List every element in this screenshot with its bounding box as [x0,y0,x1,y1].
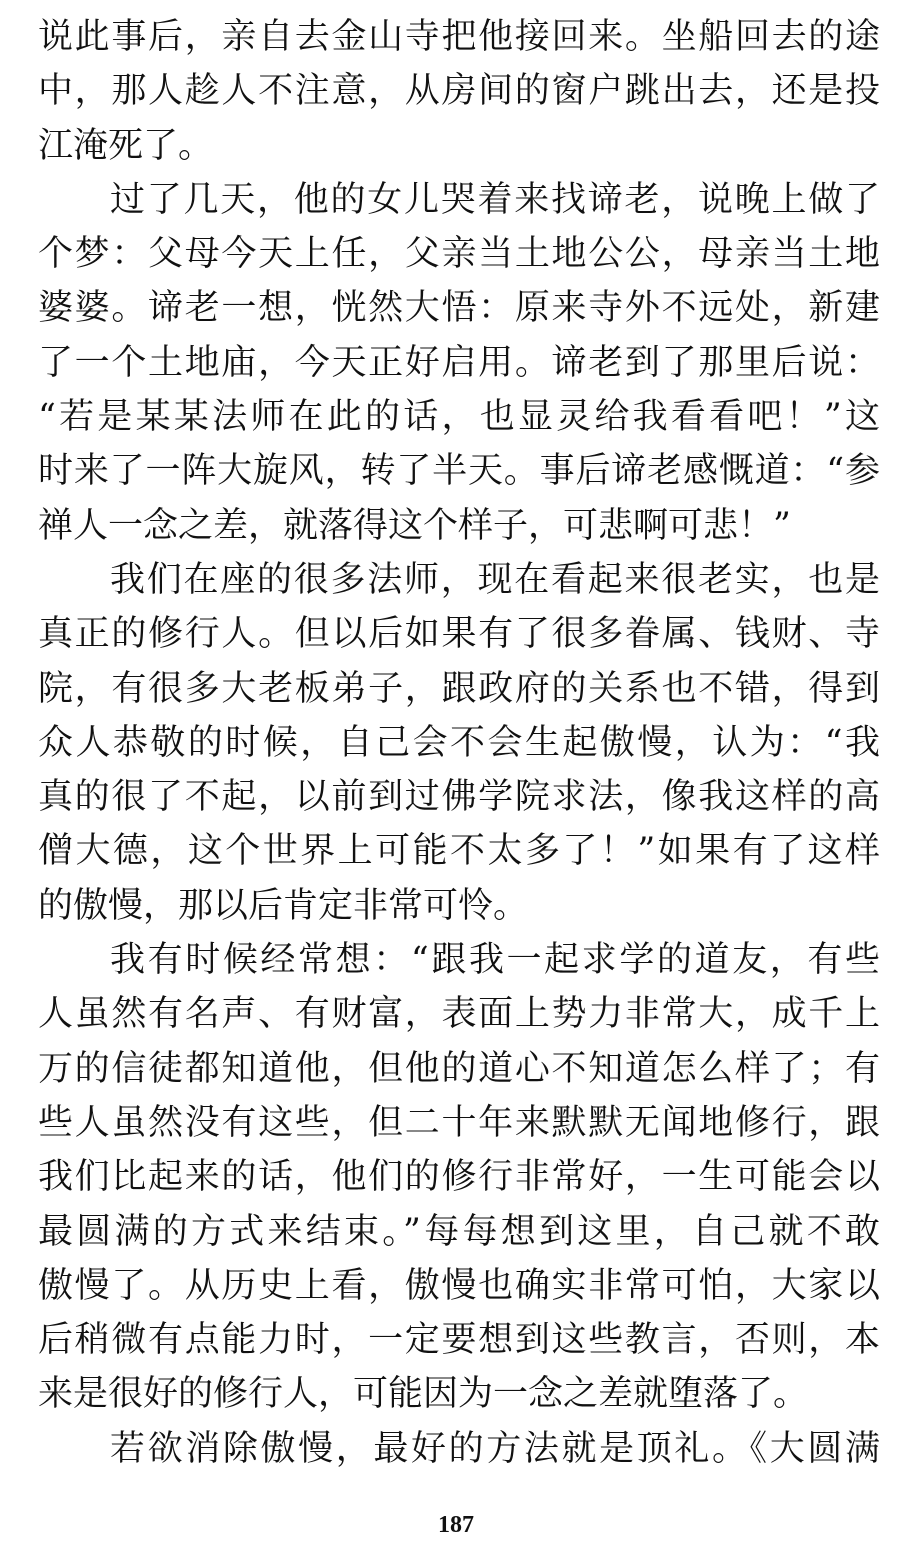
text-line: 众人恭敬的时候，自己会不会生起傲慢，认为：“我 [38,722,880,763]
text-line: 的傲慢，那以后肯定非常可怜。 [38,885,529,926]
text-line: 婆婆。谛老一想，恍然大悟：原来寺外不远处，新建 [38,288,880,329]
text-line: 我们比起来的话，他们的修行非常好，一生可能会以 [38,1157,880,1198]
text-line: 人虽然有名声、有财富，表面上势力非常大，成千上 [38,994,880,1035]
text-line: 真的很了不起，以前到过佛学院求法，像我这样的高 [38,777,880,818]
text-line: 我们在座的很多法师，现在看起来很老实，也是 [110,559,880,600]
text-line: 傲慢了。从历史上看，傲慢也确实非常可怕，大家以 [38,1265,880,1306]
text-line: 僧大德，这个世界上可能不太多了！”如果有了这样 [38,831,880,872]
text-line: 了一个土地庙，今天正好启用。谛老到了那里后说： [38,342,880,383]
text-line: 若欲消除傲慢，最好的方法就是顶礼。《大圆满 [110,1428,880,1469]
text-line: 禅人一念之差，就落得这个样子，可悲啊可悲！” [38,505,791,546]
text-line: 万的信徒都知道他，但他的道心不知道怎么样了；有 [38,1048,880,1089]
text-line: 真正的修行人。但以后如果有了很多眷属、钱财、寺 [38,614,880,655]
text-line: “若是某某法师在此的话，也显灵给我看看吧！”这 [38,397,880,438]
text-line: 来是很好的修行人，可能因为一念之差就堕落了。 [38,1374,809,1415]
text-line: 中，那人趁人不注意，从房间的窗户跳出去，还是投 [38,71,880,112]
page-number: 187 [438,1512,474,1538]
body-text [38,10,880,1476]
text-line: 些人虽然没有这些，但二十年来默默无闻地修行，跟 [38,1102,880,1143]
text-line: 说此事后，亲自去金山寺把他接回来。坐船回去的途 [38,17,880,57]
text-line: 个梦：父母今天上任，父亲当土地公公，母亲当土地 [38,234,880,275]
text-line: 最圆满的方式来结束。”每每想到这里，自己就不敢 [38,1211,880,1252]
text-line: 院，有很多大老板弟子，跟政府的关系也不错，得到 [38,668,880,709]
text-line: 我有时候经常想：“跟我一起求学的道友，有些 [110,940,880,981]
text-line: 后稍微有点能力时，一定要想到这些教言，否则，本 [38,1320,880,1361]
text-line: 时来了一阵大旋风，转了半天。事后谛老感慨道：“参 [38,451,880,492]
text-line: 过了几天，他的女儿哭着来找谛老，说晚上做了 [110,179,880,220]
text-line: 江淹死了。 [38,125,214,166]
